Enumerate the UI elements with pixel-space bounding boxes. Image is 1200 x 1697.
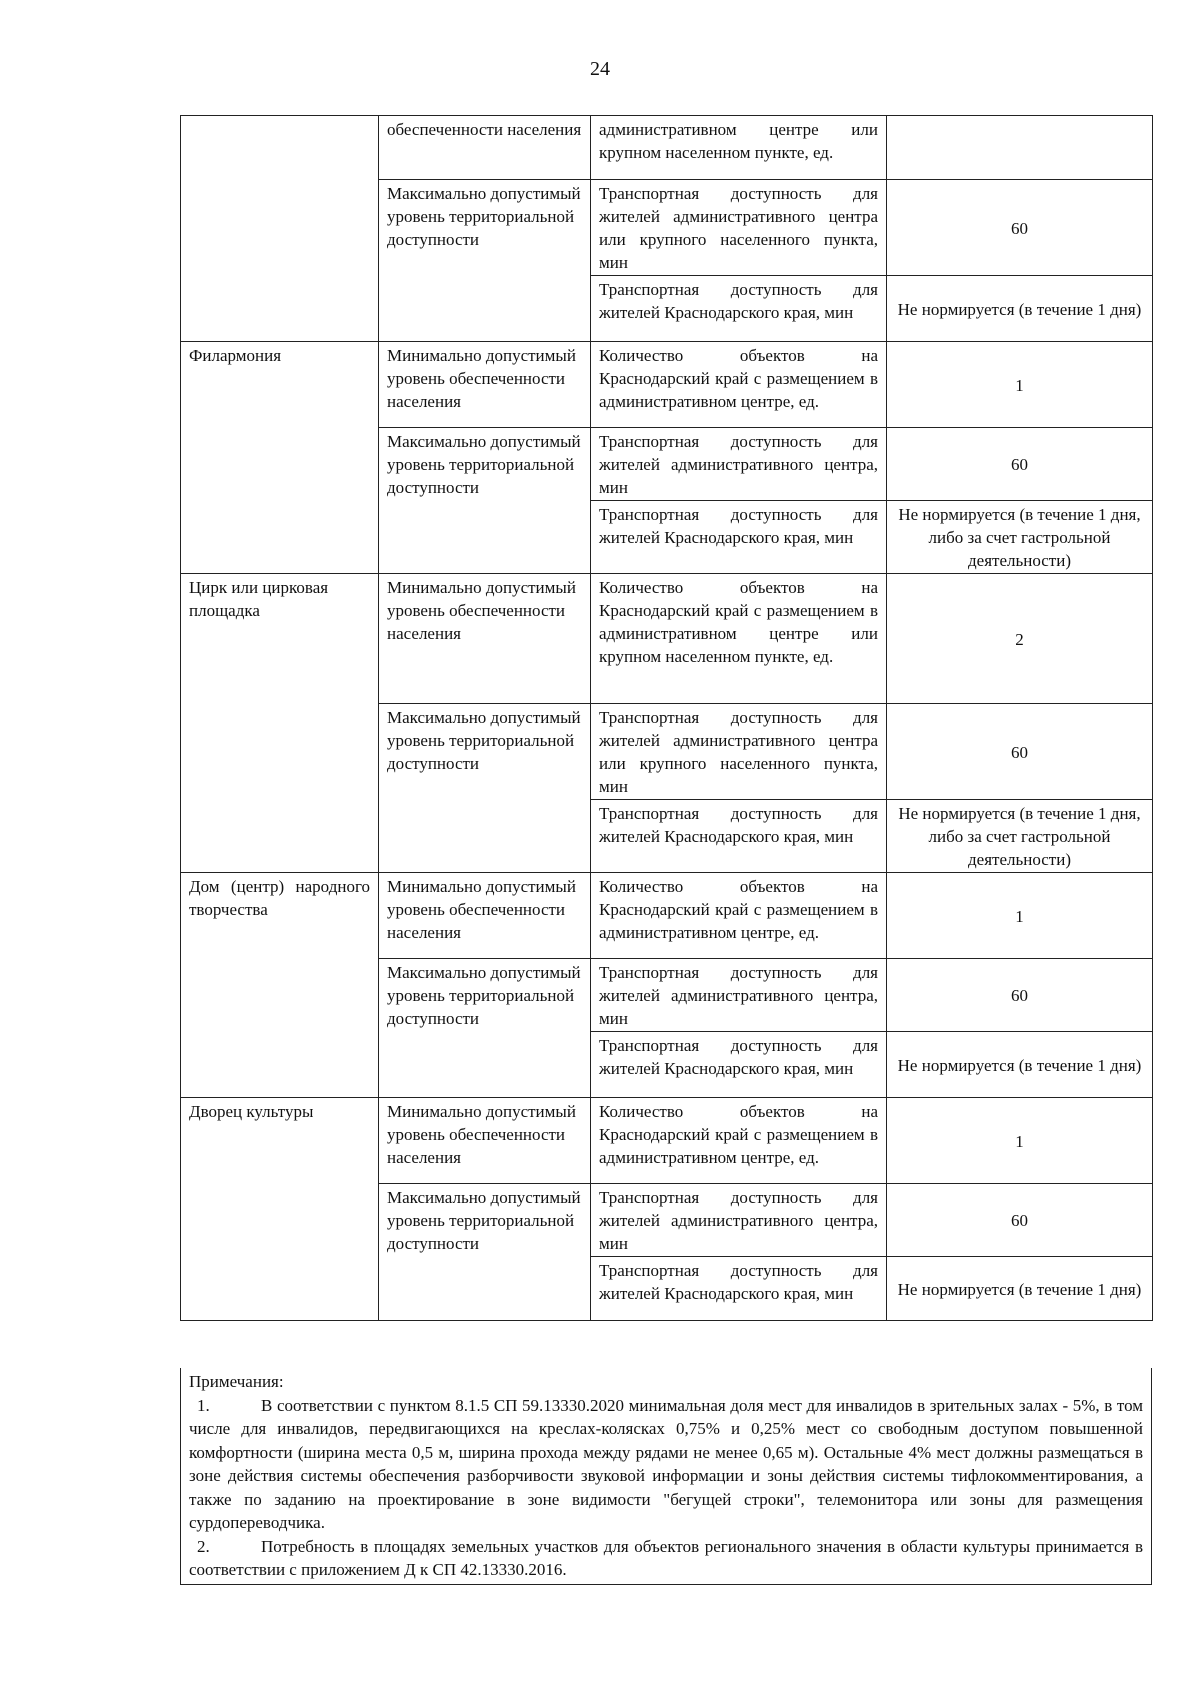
notes-section (180, 1368, 1152, 1585)
indicator-cell (591, 116, 887, 180)
norms-table-body (181, 116, 1153, 1321)
notes-title: Примечания: (189, 1372, 284, 1391)
value-cell: 1 (887, 342, 1153, 428)
indicator-cell (591, 873, 887, 959)
indicator-cell (591, 342, 887, 428)
level-cell: Минимально допустимый уровень обеспеченности населения (379, 574, 591, 704)
note-item (189, 1535, 1143, 1582)
indicator-cell (591, 1257, 887, 1321)
table-row (181, 342, 1153, 428)
facility-cell: Дворец культуры (181, 1098, 379, 1321)
indicator-cell (591, 574, 887, 704)
indicator-cell (591, 501, 887, 574)
value-cell: Не нормируется (в течение 1 дня) (887, 1032, 1153, 1098)
value-cell: Не нормируется (в течение 1 дня, либо за счет гастрольной деятельности) (887, 501, 1153, 574)
indicator-cell (591, 1032, 887, 1098)
level-cell: Максимально допустимый уровень территориальной доступности (379, 704, 591, 873)
table-row (181, 1098, 1153, 1184)
indicator-text: Транспортная доступность для жителей Краснодарского края, мин (599, 804, 878, 846)
value-cell: 60 (887, 959, 1153, 1032)
indicator-text: Транспортная доступность для жителей административного центра или крупного населенного пункта, мин (599, 708, 878, 796)
level-cell: Минимально допустимый уровень обеспеченности населения (379, 1098, 591, 1184)
indicator-cell (591, 1098, 887, 1184)
value-cell: Не нормируется (в течение 1 дня) (887, 1257, 1153, 1321)
value-cell: 60 (887, 428, 1153, 501)
facility-text: Дом (центр) народного творчества (189, 877, 370, 919)
indicator-cell (591, 1184, 887, 1257)
value-cell: 60 (887, 1184, 1153, 1257)
indicator-text: Транспортная доступность для жителей Краснодарского края, мин (599, 1036, 878, 1078)
table-row (181, 873, 1153, 959)
indicator-cell (591, 428, 887, 501)
indicator-cell (591, 959, 887, 1032)
indicator-text: Транспортная доступность для жителей административного центра, мин (599, 1188, 878, 1253)
indicator-text: Транспортная доступность для жителей административного центра или крупного населенного пункта, мин (599, 184, 878, 272)
facility-cell: Филармония (181, 342, 379, 574)
table-row (181, 574, 1153, 704)
level-cell: обеспеченности населения (379, 116, 591, 180)
note-item (189, 1394, 1143, 1535)
value-cell: 60 (887, 180, 1153, 276)
table-row (181, 116, 1153, 180)
indicator-text: административном центре или крупном населенном пункте, ед. (599, 120, 878, 162)
note-number: 2. (197, 1536, 210, 1556)
indicator-text: Транспортная доступность для жителей Краснодарского края, мин (599, 280, 878, 322)
value-cell: 2 (887, 574, 1153, 704)
indicator-text: Количество объектов на Краснодарский край с размещением в административном центре или крупном населенном пункте, ед. (599, 578, 878, 666)
value-cell: Не нормируется (в течение 1 дня) (887, 276, 1153, 342)
indicator-text: Транспортная доступность для жителей Краснодарского края, мин (599, 1261, 878, 1303)
note-number: 1. (197, 1395, 210, 1415)
level-cell: Максимально допустимый уровень территориальной доступности (379, 1184, 591, 1321)
level-cell: Минимально допустимый уровень обеспеченности населения (379, 342, 591, 428)
indicator-text: Транспортная доступность для жителей административного центра, мин (599, 963, 878, 1028)
indicator-text: Количество объектов на Краснодарский край с размещением в административном центре, ед. (599, 1102, 878, 1167)
level-cell: Максимально допустимый уровень территориальной доступности (379, 180, 591, 342)
indicator-cell (591, 276, 887, 342)
note-text: Потребность в площадях земельных участков для объектов регионального значения в области культуры принимается в соответствии с приложением Д к СП 42.13330.2016. (189, 1536, 1143, 1579)
level-cell: Максимально допустимый уровень территориальной доступности (379, 428, 591, 574)
indicator-cell (591, 704, 887, 800)
value-cell: 1 (887, 1098, 1153, 1184)
value-cell: Не нормируется (в течение 1 дня, либо за счет гастрольной деятельности) (887, 800, 1153, 873)
indicator-text: Количество объектов на Краснодарский край с размещением в административном центре, ед. (599, 877, 878, 942)
facility-cell: Цирк или цирковая площадка (181, 574, 379, 873)
value-cell: 1 (887, 873, 1153, 959)
facility-cell (181, 873, 379, 1098)
norms-table (180, 115, 1153, 1321)
note-text: В соответствии с пунктом 8.1.5 СП 59.13330.2020 минимальная доля мест для инвалидов в зрительных залах - 5%, в том числе для инвалидов, передвигающихся на креслах-колясках 0,75% и 0,25% мест со свободным доступом повышенной комфортности (ширина места 0,5 м, ширина прохода между рядами не менее 0,65 м). Остальные 4% мест должны размещаться в зоне действия системы обеспечения разборчивости звуковой информации и зоны действия системы тифлокомментирования, а также по заданию на проектирование в зоне видимости "бегущей строки", телемонитора или зоны для размещения сурдопереводчика. (189, 1395, 1143, 1532)
level-cell: Максимально допустимый уровень территориальной доступности (379, 959, 591, 1098)
value-cell (887, 116, 1153, 180)
indicator-text: Транспортная доступность для жителей Краснодарского края, мин (599, 505, 878, 547)
facility-cell (181, 116, 379, 342)
indicator-text: Количество объектов на Краснодарский край с размещением в административном центре, ед. (599, 346, 878, 411)
page-number: 24 (590, 58, 610, 80)
indicator-cell (591, 180, 887, 276)
indicator-cell (591, 800, 887, 873)
value-cell: 60 (887, 704, 1153, 800)
indicator-text: Транспортная доступность для жителей административного центра, мин (599, 432, 878, 497)
level-cell: Минимально допустимый уровень обеспеченности населения (379, 873, 591, 959)
